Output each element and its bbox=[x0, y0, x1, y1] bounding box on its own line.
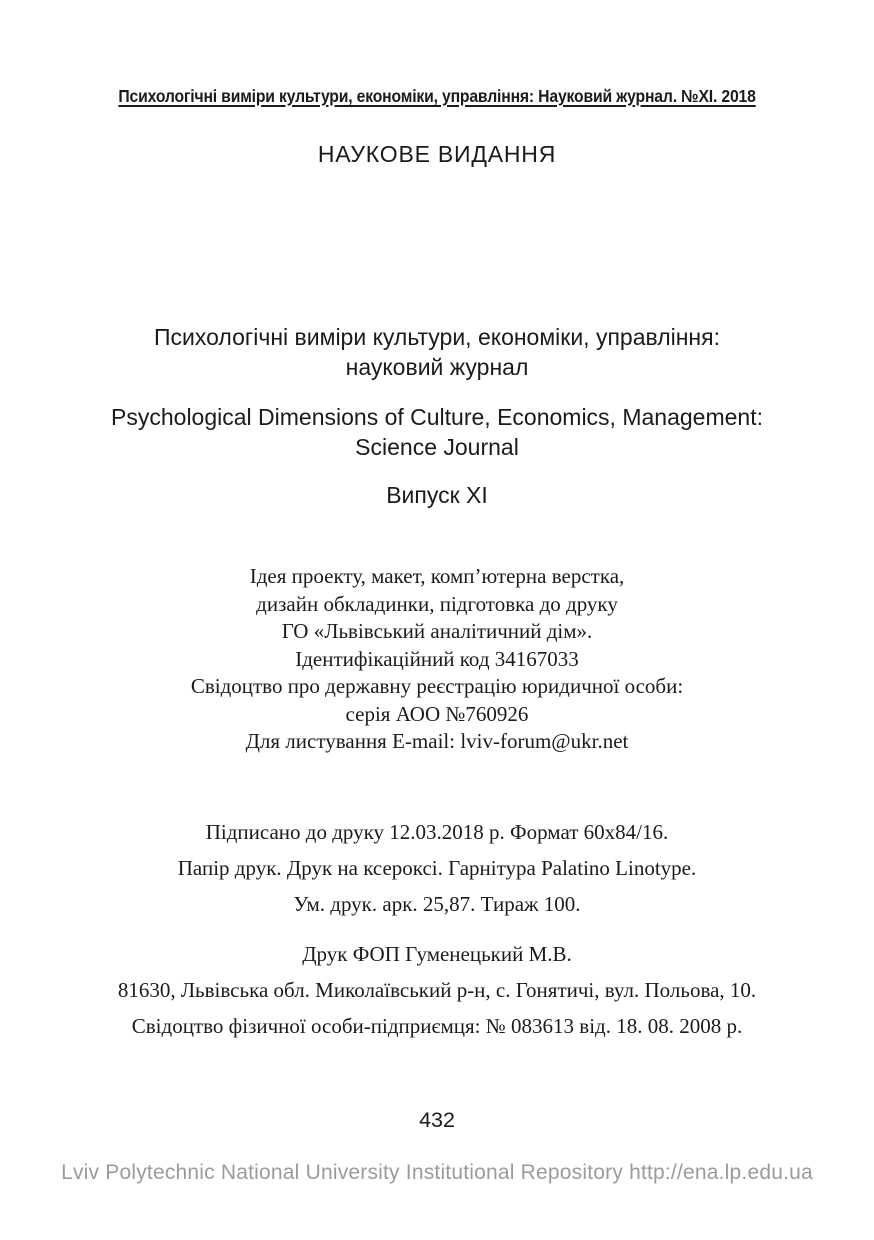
print-info-line: Підписано до друку 12.03.2018 р. Формат 60х84/16. bbox=[205, 819, 669, 844]
journal-title-en-line1: Psychological Dimensions of Culture, Economics, Management: bbox=[111, 404, 763, 430]
production-line: ГО «Львівський аналітичний дім». bbox=[281, 619, 593, 643]
edition-type-heading: НАУКОВЕ ВИДАННЯ bbox=[317, 141, 557, 167]
page-number: 432 bbox=[419, 1107, 455, 1132]
production-line: Свідоцтво про державну реєстрацію юридичної особи: bbox=[190, 674, 684, 698]
journal-title-ukrainian bbox=[0, 322, 874, 382]
running-header bbox=[0, 0, 874, 107]
production-line: серія АОО №760926 bbox=[345, 701, 529, 726]
production-line: Ідентифікаційний код 34167033 bbox=[295, 646, 579, 671]
print-info-block bbox=[0, 814, 874, 922]
journal-title-english bbox=[0, 402, 874, 462]
production-line-email: Для листування E-mail: lviv-forum@ukr.net bbox=[245, 729, 629, 753]
printer-line: 81630, Львівська обл. Миколаївський р-н, с. Гонятичі, вул. Польова, 10. bbox=[117, 977, 757, 1002]
journal-title-ua-line1: Психологічні виміри культури, економіки, управління: bbox=[154, 324, 720, 350]
printer-line: Свідоцтво фізичної особи-підприємця: № 083613 від. 18. 08. 2008 р. bbox=[131, 1013, 743, 1038]
repository-footer: Lviv Polytechnic National University Institutional Repository http://ena.lp.edu.ua bbox=[61, 1160, 813, 1184]
printer-line: Друк ФОП Гуменецький М.В. bbox=[302, 941, 572, 966]
print-info-line: Ум. друк. арк. 25,87. Тираж 100. bbox=[293, 891, 581, 916]
production-line: дизайн обкладинки, підготовка до друку bbox=[256, 591, 618, 616]
production-credits-block bbox=[0, 563, 874, 756]
journal-title-en-line2: Science Journal bbox=[355, 434, 519, 460]
print-info-line: Папір друк. Друк на ксероксі. Гарнітура Palatino Linotype. bbox=[177, 855, 697, 880]
production-line: Ідея проекту, макет, комп’ютерна верстка, bbox=[249, 564, 625, 588]
journal-title-ua-line2: науковий журнал bbox=[345, 354, 529, 380]
printer-details-block bbox=[0, 936, 874, 1044]
issue-number: Випуск XI bbox=[386, 482, 488, 508]
running-header-text: Психологічні виміри культури, економіки, управління: Науковий журнал. №XI. 2018 bbox=[118, 86, 756, 106]
